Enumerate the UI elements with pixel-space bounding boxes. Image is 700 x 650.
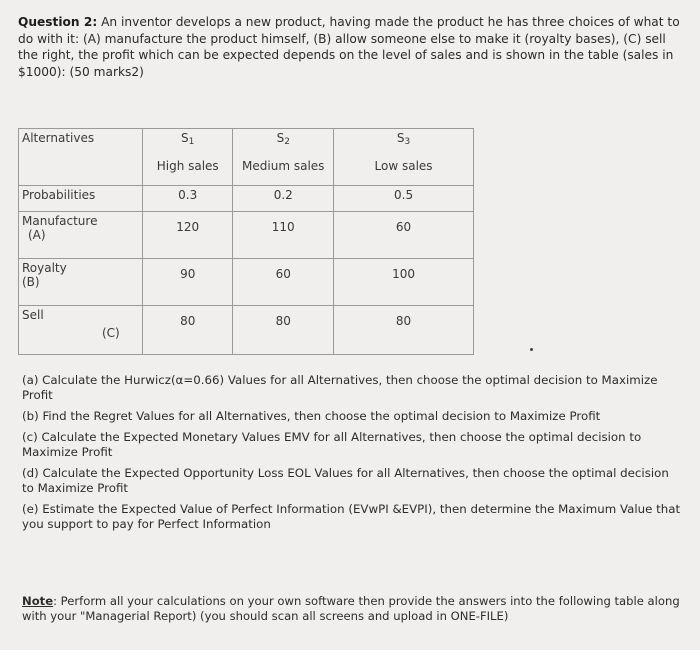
cell-value: 100: [392, 267, 415, 281]
alternatives-header: Alternatives: [22, 131, 95, 145]
cell-value: 80: [180, 314, 196, 328]
probabilities-row: [19, 186, 474, 212]
table-cell: [334, 259, 474, 306]
stray-dot: [530, 348, 533, 351]
row-code: (A): [28, 228, 46, 242]
table-cell: [334, 306, 474, 355]
state-name: High sales: [156, 159, 219, 173]
part-b: (b) Find the Regret Values for all Alternatives, then choose the optimal decision to Maximize Profit: [22, 409, 601, 423]
table-row: [19, 259, 474, 306]
note: [22, 594, 682, 624]
state-symbol: S: [396, 131, 405, 145]
row-label: Sell: [22, 308, 44, 322]
state-name: Low sales: [374, 159, 433, 173]
row-code: (B): [22, 275, 40, 289]
table-cell: 0.2: [233, 186, 334, 212]
row-label: Probabilities: [19, 186, 143, 212]
note-text: : Perform all your calculations on your own software then provide the answers into the following table along with your "Managerial Report) (you should scan all screens and upload in ONE-FILE): [22, 594, 680, 623]
state-symbol: S: [181, 131, 189, 145]
row-label: Manufacture: [22, 214, 98, 228]
corner-cell: [19, 129, 143, 186]
table-cell: [143, 212, 233, 259]
table-cell: [334, 212, 474, 259]
table-cell: [233, 259, 334, 306]
table-cell: 0.5: [334, 186, 474, 212]
state-symbol: S: [276, 131, 285, 145]
question-body: An inventor develops a new product, having made the product he has three choices of what to do with it: (A) manufacture the product himself, (B) allow someone else to make it (royalty bases), (C) sell the right, the profit which can be expected depends on the level of sales and is shown in the table (sales in $1000): (50 marks2): [18, 15, 680, 79]
note-label: Note: [22, 594, 54, 608]
table-cell: [233, 306, 334, 355]
state-subscript: 2: [284, 137, 290, 147]
cell-value: 90: [180, 267, 196, 281]
state-header-s1: [143, 129, 233, 186]
state-header-s3: [334, 129, 474, 186]
state-subscript: 1: [188, 137, 195, 147]
row-label: Royalty: [22, 261, 67, 275]
row-label-cell: [19, 212, 143, 259]
row-label-cell: [19, 259, 143, 306]
table-cell: [233, 212, 334, 259]
cell-value: 80: [275, 314, 291, 328]
row-code: (C): [102, 326, 120, 340]
cell-value: 60: [275, 267, 291, 281]
table-cell: 0.3: [143, 186, 233, 212]
table-header-row: [19, 129, 474, 186]
table-row: [19, 306, 474, 355]
state-subscript: 3: [404, 137, 411, 147]
payoff-table: [18, 128, 474, 355]
question-parts: [22, 373, 682, 538]
state-header-s2: [233, 129, 334, 186]
table-cell: [143, 259, 233, 306]
row-label-cell: [19, 306, 143, 355]
part-a: (a) Calculate the Hurwicz(α=0.66) Values for all Alternatives, then choose the optimal decision to Maximize Profit: [22, 373, 658, 402]
cell-value: 60: [395, 220, 412, 234]
cell-value: 120: [176, 220, 200, 234]
cell-value: 110: [271, 220, 295, 234]
table-row: [19, 212, 474, 259]
state-name: Medium sales: [242, 159, 325, 173]
question-heading: Question 2:: [18, 15, 98, 29]
part-d: (d) Calculate the Expected Opportunity Loss EOL Values for all Alternatives, then choose the optimal decision to Maximize Profit: [22, 466, 669, 495]
table-cell: [143, 306, 233, 355]
part-e: (e) Estimate the Expected Value of Perfect Information (EVwPI &EVPI), then determine the Maximum Value that you support to pay for Perfect Information: [22, 502, 681, 531]
cell-value: 80: [395, 314, 412, 328]
question-text: [18, 14, 686, 80]
part-c: (c) Calculate the Expected Monetary Values EMV for all Alternatives, then choose the optimal decision to Maximize Profit: [22, 430, 642, 459]
